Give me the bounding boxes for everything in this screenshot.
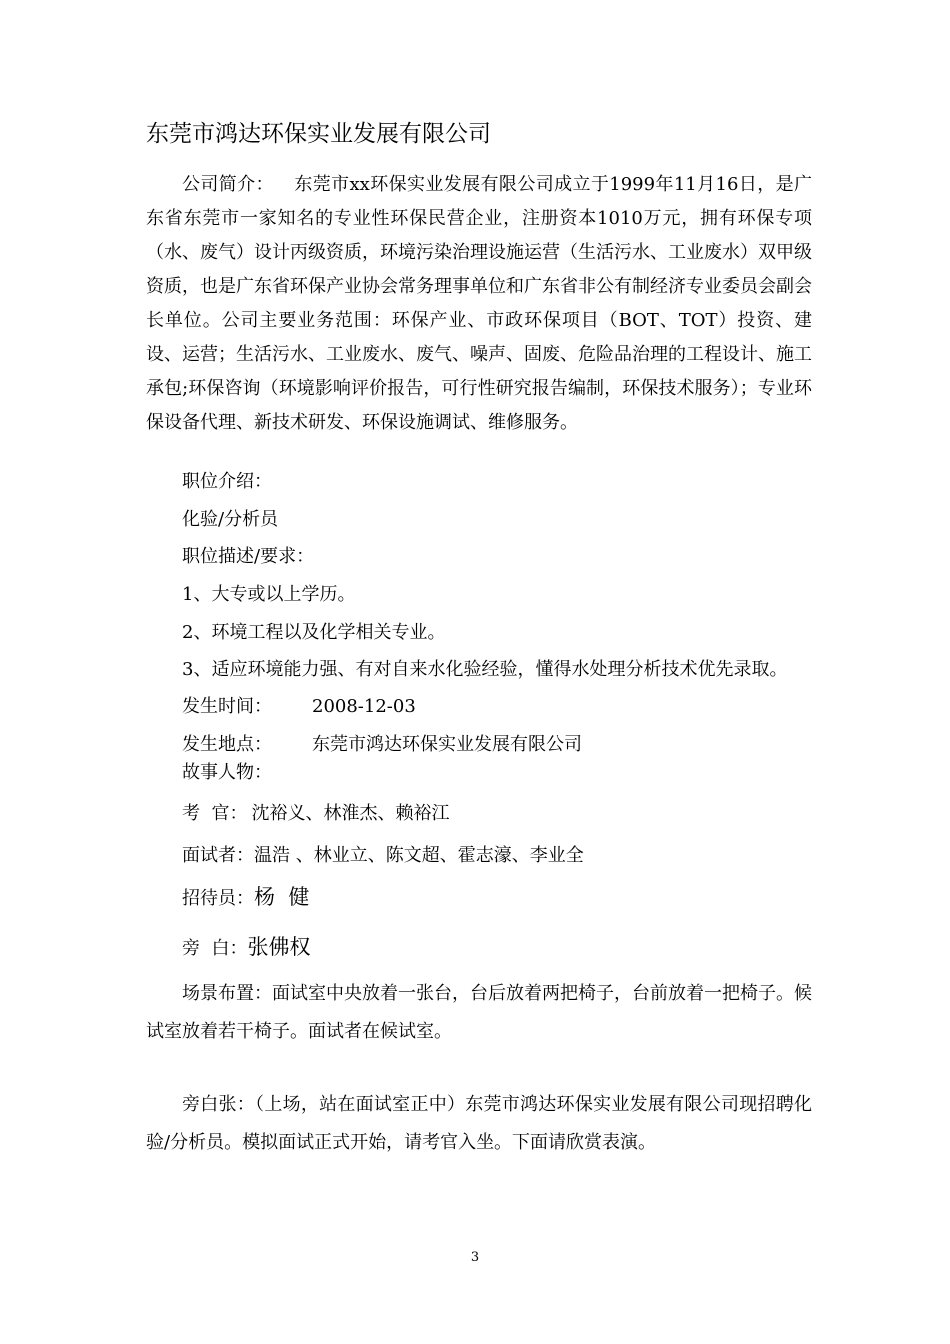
requirement-item: 3、适应环境能力强、有对自来水化验经验，懂得水处理分析技术优先录取。 [182, 659, 788, 680]
examiners-value: 沈裕义、林淮杰、赖裕江 [251, 803, 450, 824]
interviewees-value: 温浩 、林业立、陈文超、霍志濠、李业全 [254, 845, 584, 866]
time-label: 发生时间： [182, 696, 272, 717]
receptionist-row [182, 884, 309, 912]
intro-text: 东莞市xx环保实业发展有限公司成立于1999年11月16日，是广东省东莞市一家知名的专业性环保民营企业，注册资本1010万元，拥有环保专项（水、废气）设计丙级资质，环境污染治理设施运营（生活污水、工业废水）双甲级资质，也是广东省环保产业协会常务理事单位和广东省非公有制经济专业委员会副会长单位。公司主要业务范围：环保产业、市政环保项目（BOT、TOT）投资、建设、运营；生活污水、工业废水、废气、噪声、固废、危险品治理的工程设计、施工承包;环保咨询（环境影响评价报告，可行性研究报告编制，环保技术服务）；专业环保设备代理、新技术研发、环保设施调试、维修服务。 [146, 174, 813, 433]
characters-label: 故事人物： [182, 762, 272, 783]
company-title: 东莞市鸿达环保实业发展有限公司 [146, 121, 491, 147]
place-value: 东莞市鸿达环保实业发展有限公司 [312, 734, 582, 755]
narrator-row [182, 934, 310, 962]
narration-paragraph: 旁白张：（上场，站在面试室正中）东莞市鸿达环保实业发展有限公司现招聘化验/分析员。模拟面试正式开始，请考官入坐。下面请欣赏表演。 [146, 1094, 812, 1153]
narrator-label: 旁 白： [182, 938, 248, 959]
requirement-item: 2、环境工程以及化学相关专业。 [182, 622, 446, 643]
intro-label: 公司简介： [182, 174, 274, 195]
scene-paragraph: 场景布置：面试室中央放着一张台，台后放着两把椅子，台前放着一把椅子。候试室放着若干椅子。面试者在候试室。 [146, 983, 812, 1042]
company-intro [146, 168, 812, 440]
examiners-label: 考 官： [182, 803, 248, 824]
page-number: 3 [470, 1250, 480, 1265]
time-value: 2008-12-03 [312, 696, 416, 717]
narrator-value: 张佛权 [247, 935, 311, 959]
intro-paragraph [146, 168, 812, 440]
place-label: 发生地点： [182, 734, 272, 755]
interviewees-label: 面试者： [182, 845, 254, 866]
receptionist-label: 招待员： [182, 888, 254, 909]
place-row [182, 732, 582, 758]
receptionist-value: 杨 健 [254, 885, 310, 909]
interviewees-row [182, 843, 584, 869]
examiners-row [182, 801, 449, 827]
requirement-item: 1、大专或以上学历。 [182, 584, 356, 605]
position-intro-label: 职位介绍： [182, 471, 272, 492]
position-name: 化验/分析员 [182, 509, 279, 530]
time-row [182, 694, 416, 720]
requirements-label: 职位描述/要求： [182, 546, 315, 567]
